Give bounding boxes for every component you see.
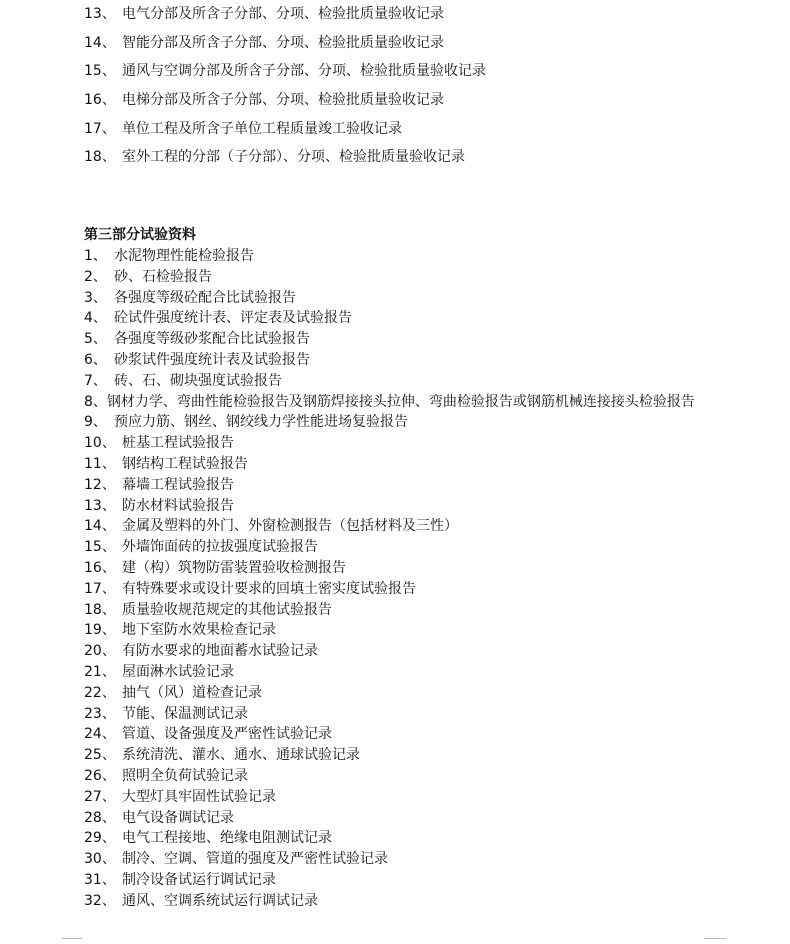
item-number: 22、 — [84, 684, 116, 701]
item-number: 15、 — [84, 63, 116, 80]
item-number: 29、 — [84, 830, 116, 847]
list-item — [84, 267, 724, 288]
item-text: 钢材力学、弯曲性能检验报告及钢筋焊接接头拉伸、弯曲检验报告或钢筋机械连接接头检验报告 — [106, 393, 695, 410]
item-text: 砂、石检验报告 — [114, 268, 212, 285]
item-number: 17、 — [84, 120, 116, 137]
item-text: 大型灯具牢固性试验记录 — [122, 788, 276, 805]
list-item — [84, 115, 774, 144]
item-number: 23、 — [84, 705, 116, 722]
item-number: 1、 — [84, 248, 107, 264]
list-item — [84, 558, 724, 579]
item-text: 单位工程及所含子单位工程质量竣工验收记录 — [122, 120, 402, 137]
item-text: 电气工程接地、绝缘电阻测试记录 — [122, 830, 332, 847]
item-number: 25、 — [84, 747, 116, 764]
item-number: 12、 — [84, 476, 116, 493]
item-text: 智能分部及所含子分部、分项、检验批质量验收记录 — [122, 34, 444, 51]
item-text: 地下室防水效果检查记录 — [122, 622, 276, 639]
item-number: 15、 — [84, 539, 116, 556]
list-item — [84, 891, 724, 912]
item-text: 制冷设备试运行调试记录 — [122, 871, 276, 888]
item-number: 14、 — [84, 518, 116, 535]
item-text: 电气设备调试记录 — [122, 809, 234, 826]
item-text: 各强度等级砂浆配合比试验报告 — [114, 331, 310, 348]
item-text: 外墙饰面砖的拉拔强度试验报告 — [122, 539, 318, 556]
list-item — [84, 828, 724, 849]
item-text: 有特殊要求或设计要求的回填土密实度试验报告 — [122, 580, 416, 597]
list-item — [84, 496, 724, 517]
item-text: 砖、石、砌块强度试验报告 — [114, 372, 282, 389]
item-number: 5、 — [84, 331, 107, 348]
item-number: 6、 — [84, 351, 107, 368]
item-number: 20、 — [84, 643, 116, 660]
item-text: 砼试件强度统计表、评定表及试验报告 — [114, 310, 352, 327]
list-item — [84, 454, 724, 475]
item-text: 钢结构工程试验报告 — [122, 455, 248, 472]
item-text: 桩基工程试验报告 — [122, 435, 234, 452]
item-number: 18、 — [84, 601, 116, 618]
item-text: 各强度等级砼配合比试验报告 — [114, 289, 296, 306]
item-number: 26、 — [84, 767, 116, 784]
item-text: 有防水要求的地面蓄水试验记录 — [122, 643, 318, 660]
list-item — [84, 704, 724, 725]
item-number: 13、 — [84, 6, 116, 22]
page-corner-mark-left — [62, 938, 82, 939]
list-item — [84, 849, 724, 870]
item-text: 水泥物理性能检验报告 — [114, 248, 254, 264]
item-text: 抽气（风）道检查记录 — [122, 684, 262, 701]
list-item — [84, 641, 724, 662]
list-item — [84, 308, 724, 329]
item-text: 砂浆试件强度统计表及试验报告 — [114, 351, 310, 368]
item-text: 建（构）筑物防雷装置验收检测报告 — [122, 559, 346, 576]
item-number: 2、 — [84, 268, 107, 285]
list-item — [84, 288, 724, 309]
list-item — [84, 329, 724, 350]
list-item — [84, 537, 724, 558]
item-text: 电梯分部及所含子分部、分项、检验批质量验收记录 — [122, 92, 444, 109]
list-item — [84, 475, 724, 496]
item-text: 通风、空调系统试运行调试记录 — [122, 892, 318, 909]
list-item — [84, 412, 724, 433]
item-text: 金属及塑料的外门、外窗检测报告（包括材料及三性） — [122, 518, 458, 535]
item-text: 室外工程的分部（子分部）、分项、检验批质量验收记录 — [122, 149, 465, 166]
item-text: 照明全负荷试验记录 — [122, 767, 248, 784]
item-text: 质量验收规范规定的其他试验报告 — [122, 601, 332, 618]
item-text: 电气分部及所含子分部、分项、检验批质量验收记录 — [122, 6, 444, 22]
item-number: 19、 — [84, 622, 116, 639]
item-number: 24、 — [84, 726, 116, 743]
page-corner-mark-right — [704, 938, 726, 939]
list-item — [84, 516, 724, 537]
item-number: 17、 — [84, 580, 116, 597]
item-number: 30、 — [84, 851, 116, 868]
item-text: 制冷、空调、管道的强度及严密性试验记录 — [122, 851, 388, 868]
list-item — [84, 600, 724, 621]
list-item — [84, 724, 724, 745]
list-item — [84, 246, 724, 267]
item-number: 16、 — [84, 92, 116, 109]
item-text: 节能、保温测试记录 — [122, 705, 248, 722]
item-number: 14、 — [84, 34, 116, 51]
item-number: 9、 — [84, 414, 107, 431]
item-number: 10、 — [84, 435, 116, 452]
list-item — [84, 0, 774, 29]
item-text: 预应力筋、钢丝、钢绞线力学性能进场复验报告 — [114, 414, 408, 431]
item-number: 4、 — [84, 310, 107, 327]
part3-list — [84, 246, 724, 912]
list-item — [84, 870, 724, 891]
item-number: 3、 — [84, 289, 107, 306]
item-number: 8、 — [84, 393, 107, 410]
item-text: 系统清洗、灌水、通水、通球试验记录 — [122, 747, 360, 764]
list-item — [84, 433, 724, 454]
section-heading: 第三部分试验资料 — [84, 227, 196, 243]
item-text: 管道、设备强度及严密性试验记录 — [122, 726, 332, 743]
item-text: 幕墙工程试验报告 — [122, 476, 234, 493]
item-number: 18、 — [84, 149, 116, 166]
item-number: 31、 — [84, 871, 116, 888]
item-number: 28、 — [84, 809, 116, 826]
list-item — [84, 579, 724, 600]
list-item — [84, 57, 774, 86]
list-item — [84, 143, 774, 172]
item-text: 通风与空调分部及所含子分部、分项、检验批质量验收记录 — [122, 63, 486, 80]
item-text: 屋面淋水试验记录 — [122, 663, 234, 680]
item-text: 防水材料试验报告 — [122, 497, 234, 514]
item-number: 32、 — [84, 892, 116, 909]
list-item — [84, 787, 724, 808]
item-number: 11、 — [84, 455, 116, 472]
list-item — [84, 392, 724, 413]
item-number: 7、 — [84, 372, 107, 389]
list-item — [84, 29, 774, 58]
list-item — [84, 745, 724, 766]
list-item — [84, 683, 724, 704]
item-number: 13、 — [84, 497, 116, 514]
list-item — [84, 86, 774, 115]
list-item — [84, 808, 724, 829]
list-item — [84, 371, 724, 392]
item-number: 27、 — [84, 788, 116, 805]
list-item — [84, 766, 724, 787]
list-item — [84, 620, 724, 641]
item-number: 16、 — [84, 559, 116, 576]
part2-list — [84, 0, 774, 172]
list-item — [84, 350, 724, 371]
item-number: 21、 — [84, 663, 116, 680]
list-item — [84, 662, 724, 683]
